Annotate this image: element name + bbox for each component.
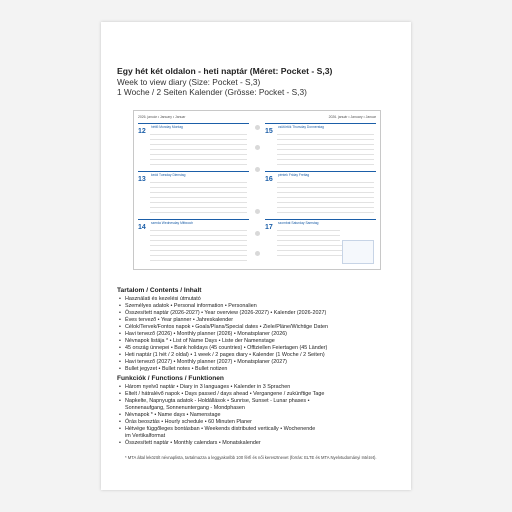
day-label: szombat Saturday Samstag (278, 221, 319, 225)
diary-right-page (261, 111, 380, 269)
day-number: 14 (138, 224, 146, 231)
title-hungarian: Egy hét két oldalon - heti naptár (Méret: Pocket - S,3) (117, 66, 333, 76)
ring-holes (254, 111, 261, 269)
list-item: • Havi tervező (2027) • Monthly planner (2027) • Monatsplaner (2027) (117, 359, 402, 366)
day-block (138, 123, 249, 171)
day-label: csütörtök Thursday Donnerstag (278, 125, 324, 129)
list-item: • Összesített naptár (2026-2027) • Year overview (2026-2027) • Kalender (2026-2027) (117, 310, 402, 317)
list-item: • Névnapok listája * • List of Name Days • Liste der Namenstage (117, 338, 402, 345)
title-english: Week to view diary (Size: Pocket - S,3) (117, 77, 261, 87)
list-item: • Bullet jegyzet • Bullet notes • Bullet notizen (117, 366, 402, 373)
list-item: • Havi tervező (2026) • Monthly planner (2026) • Monatsplaner (2026) (117, 331, 402, 338)
day-label: szerda Wednesday Mittwoch (151, 221, 194, 225)
day-number: 17 (265, 224, 273, 231)
day-number: 15 (265, 128, 273, 135)
functions-heading: Funkciók / Functions / Funktionen (117, 375, 224, 383)
list-item-continuation: im Vertikalformat (125, 433, 166, 440)
list-item: • Órás beosztás • Hourly schedule • 60 Minuten Planer (117, 419, 402, 426)
list-item: • Három nyelvű naptár • Diary in 3 languages • Kalender in 3 Sprachen (117, 384, 402, 391)
list-item: • Napkelte, Napnyugta adatok - Holdállások • Sunrise, Sunset - Lunar phases • (117, 398, 402, 405)
day-block (265, 219, 376, 267)
title-block (117, 66, 397, 97)
contents-list (117, 296, 402, 372)
day-number: 16 (265, 176, 273, 183)
title-german: 1 Woche / 2 Seiten Kalender (Grösse: Pocket - S,3) (117, 87, 307, 97)
day-block (265, 123, 376, 171)
list-item: • Heti naptár (1 hét / 2 oldal) • 1 week / 2 pages diary • Kalender (1 Woche / 2 Seiten) (117, 352, 402, 359)
mini-calendar (342, 240, 374, 264)
list-item-continuation: Sonnenaufgang, Sonnenuntergang - Mondphasen (125, 405, 245, 412)
left-page-header: 2026. január • January • Januar (138, 115, 186, 119)
footnote: * MTA által leközölt névnaplista, tartalmazza a leggyakoribb 100 férfi és női keresztnevet (forrás: ELTE és MTA Nyelvtudományi Intézet). (125, 455, 377, 461)
contents-heading: Tartalom / Contents / Inhalt (117, 287, 202, 294)
day-label: kedd Tuesday Dienstag (151, 173, 186, 177)
day-block (138, 171, 249, 219)
day-block (265, 171, 376, 219)
diary-left-page (134, 111, 253, 269)
list-item: • Használati és kezelési útmutató (117, 296, 402, 303)
list-item: • Összesített naptár • Monthly calendars • Monatskalender (117, 440, 402, 447)
day-number: 12 (138, 128, 146, 135)
list-item: • Célok/Tervek/Fontos napok • Goals/Plans/Special dates • Ziele/Pläne/Wichtige Daten (117, 324, 402, 331)
list-item: • Eltelt / hátralévő napok • Days passed / days ahead • Vergangene / zukünftige Tage (117, 391, 402, 398)
list-item: • Éves tervező • Year planner • Jahreskalender (117, 317, 402, 324)
day-label: hétfő Monday Montag (151, 125, 183, 129)
list-item: • Személyes adatok • Personal information • Personalien (117, 303, 402, 310)
catalog-page (101, 22, 411, 490)
list-item: • Hétvége függőleges bontásban • Weekends distributed vertically • Wochenende (117, 426, 402, 433)
right-page-header: 2026. január • January • Januar (328, 115, 376, 119)
day-label: péntek Friday Freitag (278, 173, 310, 177)
content-list (117, 284, 402, 461)
diary-preview (133, 110, 381, 270)
functions-list (117, 384, 402, 447)
day-number: 13 (138, 176, 146, 183)
list-item: • Névnapok * • Name days • Namenstage (117, 412, 402, 419)
day-block (138, 219, 249, 267)
list-item: • 45 ország ünnepei • Bank holidays (45 countries) • Offiziellen Feiertagen (45 Länder) (117, 345, 402, 352)
